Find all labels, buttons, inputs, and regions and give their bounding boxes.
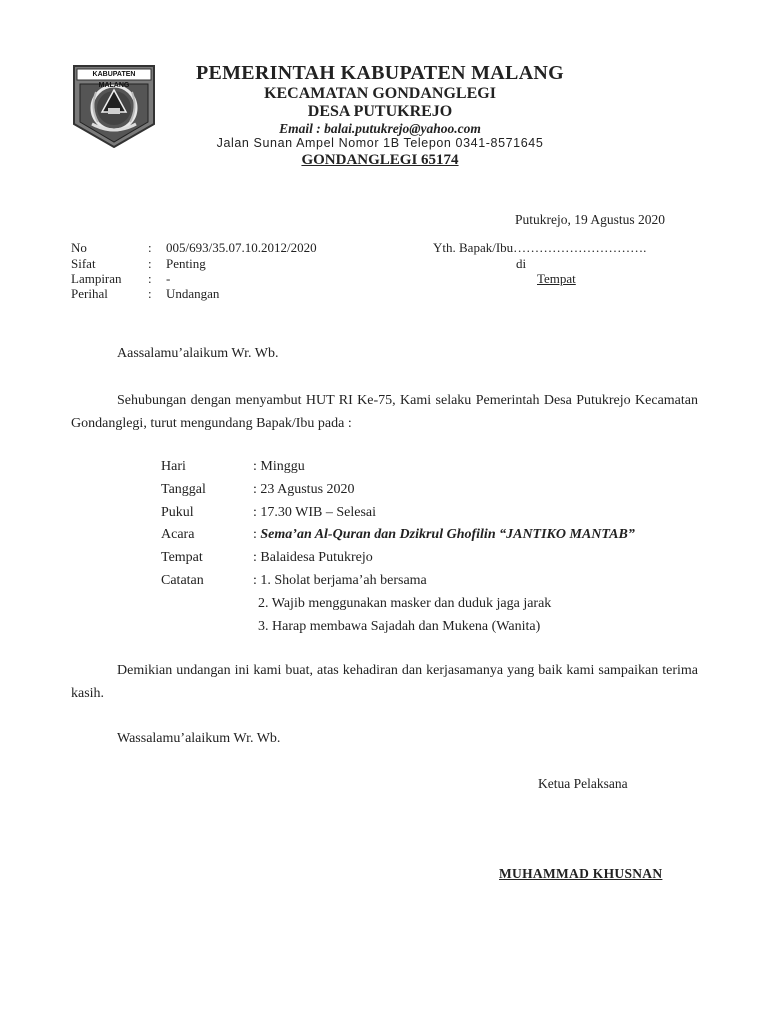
detail-value: : 23 Agustus 2020 — [253, 482, 355, 497]
note-text: 3. Harap membawa Sajadah dan Mukena (Wanita) — [258, 619, 541, 634]
detail-label: Tanggal — [161, 482, 206, 497]
email-line: Email : balai.putukrejo@yahoo.com — [279, 121, 481, 136]
body-paragraph — [71, 389, 698, 435]
regency-emblem — [72, 64, 156, 148]
emblem-label: KABUPATEN MALANG — [92, 71, 136, 89]
detail-value-prefix: : — [253, 527, 261, 542]
meta-colon: : — [148, 256, 152, 271]
signatory-title: Ketua Pelaksana — [538, 776, 628, 791]
detail-value: : Balaidesa Putukrejo — [253, 550, 373, 565]
detail-label: Pukul — [161, 505, 194, 520]
recipient-place: Tempat — [537, 271, 576, 286]
detail-value: : 1. Sholat berjama’ah bersama — [253, 573, 427, 588]
letter-date: Putukrejo, 19 Agustus 2020 — [515, 212, 666, 227]
farewell: Wassalamu’alaikum Wr. Wb. — [117, 731, 281, 746]
meta-value: Undangan — [166, 286, 220, 301]
closing-paragraph-text: Demikian undangan ini kami buat, atas kehadiran dan kerjasamanya yang baik kami sampaikan terima kasih. — [71, 663, 698, 701]
meta-colon: : — [148, 286, 152, 301]
greeting: Aassalamu’alaikum Wr. Wb. — [117, 346, 279, 361]
meta-label: Sifat — [71, 256, 96, 271]
detail-value: : Minggu — [253, 459, 305, 474]
detail-value: : 17.30 WIB – Selesai — [253, 505, 377, 520]
recipient-line: Yth. Bapak/Ibu…………………………. — [433, 240, 647, 255]
meta-label: No — [71, 240, 87, 255]
body-paragraph-text: Sehubungan dengan menyambut HUT RI Ke-75, Kami selaku Pemerintah Desa Putukrejo Kecamatan Gondanglegi, turut mengundang Bapak/Ibu pada : — [71, 393, 698, 431]
closing-paragraph — [71, 659, 698, 705]
detail-value — [253, 527, 635, 543]
district-name: KECAMATAN GONDANGLEGI — [264, 85, 496, 102]
detail-label: Acara — [161, 527, 195, 542]
village-name: DESA PUTUKREJO — [307, 103, 453, 120]
recipient-at: di — [516, 256, 527, 271]
meta-value: - — [166, 271, 171, 286]
meta-value: Penting — [166, 256, 206, 271]
meta-label: Lampiran — [71, 271, 122, 286]
meta-colon: : — [148, 271, 152, 286]
address-line: Jalan Sunan Ampel Nomor 1B Telepon 0341-8571645 — [216, 136, 544, 150]
note-text: 2. Wajib menggunakan masker dan duduk jaga jarak — [258, 596, 552, 611]
event-title: Sema’an Al-Quran dan Dzikrul Ghofilin “JANTIKO MANTAB” — [260, 527, 635, 542]
detail-label: Catatan — [161, 573, 204, 588]
detail-label: Tempat — [161, 550, 203, 565]
signatory-name: MUHAMMAD KHUSNAN — [499, 866, 663, 881]
city-postcode: GONDANGLEGI 65174 — [301, 152, 459, 168]
meta-colon: : — [148, 240, 152, 255]
government-name: PEMERINTAH KABUPATEN MALANG — [195, 62, 565, 84]
detail-label: Hari — [161, 459, 186, 474]
meta-label: Perihal — [71, 286, 108, 301]
meta-value: 005/693/35.07.10.2012/2020 — [166, 240, 317, 255]
